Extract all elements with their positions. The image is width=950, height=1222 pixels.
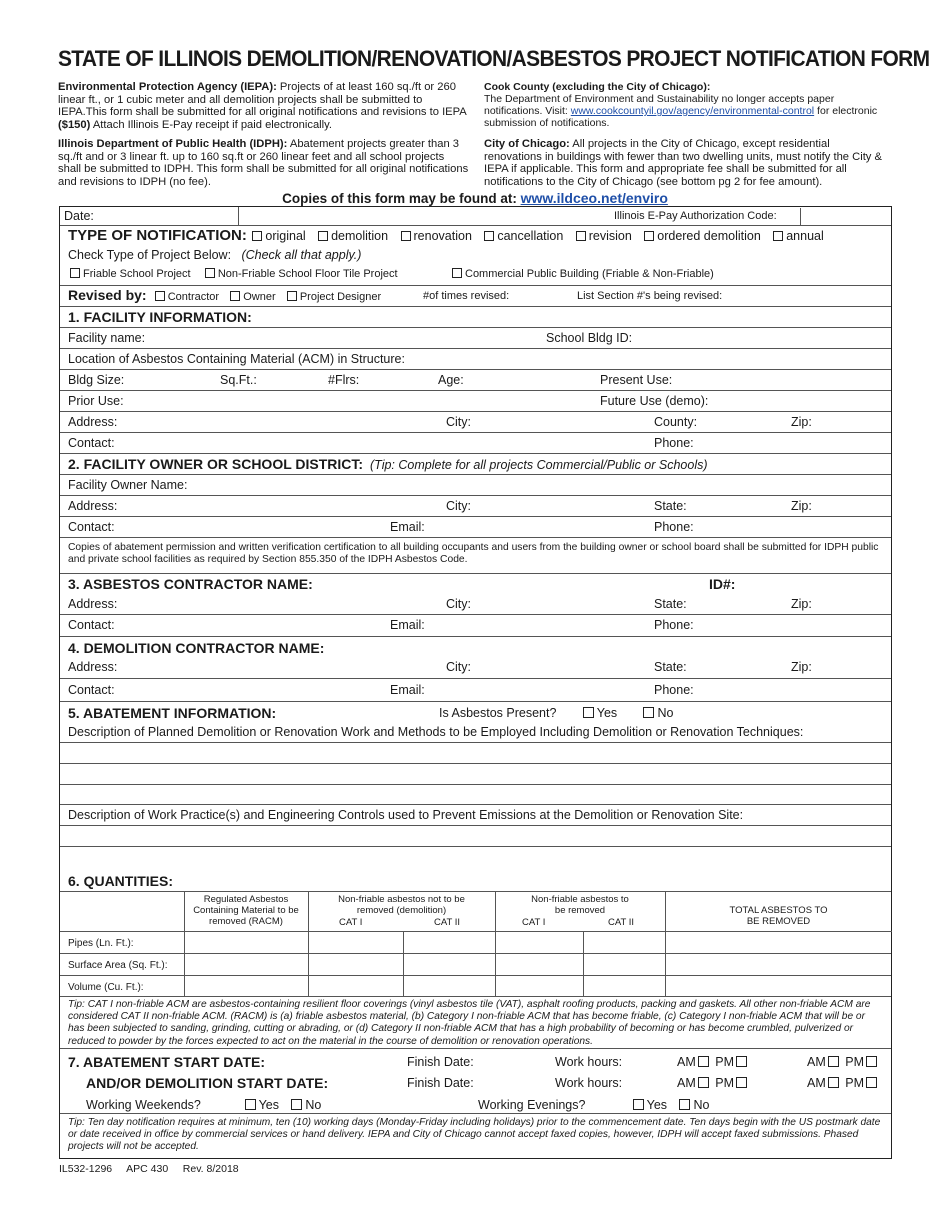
- demo-end-am-checkbox[interactable]: [828, 1077, 839, 1088]
- cook-county-paragraph: Cook County (excluding the City of Chicago): The Department of Environment and Sustainability no longer accepts paper notifications. Visit: www.cookcountyil.gov/agency/environmental-control for electronic submission of notifications.: [484, 81, 878, 129]
- section3-header: [60, 574, 891, 594]
- ordered-demolition-checkbox[interactable]: [644, 231, 654, 241]
- section5-heading: 5. ABATEMENT INFORMATION:: [68, 705, 277, 721]
- demo-start-pm-checkbox[interactable]: [736, 1077, 747, 1088]
- demo-zip-label: Zip:: [791, 660, 812, 674]
- demo-contact-label: Contact:: [68, 683, 115, 697]
- owner-email-label: Email:: [390, 520, 425, 534]
- demo-address-row[interactable]: [60, 658, 891, 679]
- copies-note: Copies of abatement permission and written verification certification to all building occupants and users from the building owner or school board shall be submitted for IDPH public and private school facilities as required by Section 855.350 of the IDPH Asbestos Code.: [68, 542, 879, 566]
- future-use-label: Future Use (demo):: [600, 394, 709, 408]
- abatement-start-pm-checkbox[interactable]: [736, 1056, 747, 1067]
- designer-checkbox[interactable]: [287, 291, 297, 301]
- demolition-start-heading: AND/OR DEMOLITION START DATE:: [86, 1075, 329, 1091]
- quantity-row-volume: Volume (Cu. Ft.):: [68, 982, 144, 993]
- owner-phone-label: Phone:: [654, 520, 694, 534]
- notification-tip: Tip: Ten day notification requires at minimum, ten (10) working days (Monday-Friday including holidays) prior to the commencement date. Ten days begin with the US postmark date or date received in office by commercial services or hand delivery. IEPA and City of Chicago cannot accept faxed copies, however, IDPH will accept faxed submissions. Phased projects will not be accepted.: [68, 1117, 881, 1153]
- demo-finish-label: Finish Date:: [407, 1076, 474, 1090]
- revised-heading: Revised by:: [68, 287, 147, 303]
- non-friable-floor-checkbox[interactable]: [205, 268, 215, 278]
- quantity-row-surface: Surface Area (Sq. Ft.):: [60, 954, 891, 976]
- project-type-row: Check Type of Project Below: (Check all that apply.) Friable School Project Non-Friable School Floor Tile Project Commercial Public Building (Friable & Non-Friable): [60, 246, 891, 286]
- owner-address-row[interactable]: [60, 496, 891, 517]
- notification-form: [59, 206, 892, 1159]
- revision-checkbox[interactable]: [576, 231, 586, 241]
- evenings-label: Working Evenings?: [478, 1098, 586, 1112]
- abatement-end-am-checkbox[interactable]: [828, 1056, 839, 1067]
- demo-city-label: City:: [446, 660, 471, 674]
- type-row: TYPE OF NOTIFICATION: original demolition renovation cancellation revision ordered demolition annual: [68, 227, 824, 244]
- desc1-label: Description of Planned Demolition or Renovation Work and Methods to be Employed Including Demolition or Renovation Techniques:: [68, 725, 804, 739]
- renovation-checkbox[interactable]: [401, 231, 411, 241]
- desc1-line-3[interactable]: [60, 785, 891, 805]
- chicago-heading: City of Chicago:: [484, 138, 570, 150]
- date-label: Date:: [64, 209, 94, 223]
- demo-state-label: State:: [654, 660, 687, 674]
- epay-field[interactable]: [800, 208, 891, 225]
- weekends-yes-checkbox[interactable]: [245, 1099, 256, 1110]
- sqft-label: Sq.Ft.:: [220, 373, 257, 387]
- bldg-size-row[interactable]: [60, 370, 891, 391]
- quantities-table: [60, 892, 891, 997]
- cook-county-link[interactable]: www.cookcountyil.gov/agency/environmental-control: [570, 105, 815, 117]
- demo-email-label: Email:: [390, 683, 425, 697]
- floors-label: #Flrs:: [328, 373, 360, 387]
- page-title: STATE OF ILLINOIS DEMOLITION/RENOVATION/ASBESTOS PROJECT NOTIFICATION FORM: [58, 46, 930, 71]
- cook-heading: Cook County (excluding the City of Chicago):: [484, 81, 711, 93]
- section2-header: 2. FACILITY OWNER OR SCHOOL DISTRICT: (Tip: Complete for all projects Commercial/Public or Schools): [60, 454, 891, 475]
- demo-address-label: Address:: [68, 660, 118, 674]
- idph-heading: Illinois Department of Public Health (IDPH):: [58, 138, 288, 150]
- form-footer: [59, 1163, 239, 1175]
- iepa-paragraph: Environmental Protection Agency (IEPA): Projects of at least 160 sq./ft or 260 linear ft., or 1 cubic meter and all demolition projects shall be submitted to IEPA.This form shall be submitted for all original notifications and revisions to IEPA ($150) Attach Illinois E-Pay receipt if paid electronically.: [58, 81, 467, 131]
- racm-column-header: Regulated Asbestos Containing Material to be removed (RACM): [193, 894, 299, 927]
- revision-date: Rev. 8/2018: [182, 1163, 239, 1175]
- owner-zip-label: Zip:: [791, 499, 812, 513]
- present-use-label: Present Use:: [600, 373, 673, 387]
- owner-checkbox[interactable]: [230, 291, 240, 301]
- asbestos-yes-checkbox[interactable]: [583, 707, 594, 718]
- copies-note-row: [60, 538, 891, 574]
- idph-paragraph: Illinois Department of Public Health (IDPH): Abatement projects greater than 3 sq./ft and or 3 linear ft. up to 160 sq.ft or 260 linear feet and all school projects shall be submitted to IDPH. This form shall be submitted for all original notifications and revisions to IDPH (no fee).: [58, 138, 469, 188]
- nf-not-removed-header: Non-friable asbestos not to be removed (demolition): [338, 894, 465, 916]
- total-asbestos-header: TOTAL ASBESTOS TO BE REMOVED: [729, 905, 828, 927]
- copies-line: Copies of this form may be found at: www.ildceo.net/enviro: [282, 190, 668, 206]
- quantity-row-pipes: Pipes (Ln. Ft.):: [60, 932, 891, 954]
- abatement-finish-label: Finish Date:: [407, 1055, 474, 1069]
- nf-removed-header: Non-friable asbestos to be removed: [531, 894, 629, 916]
- contractor-address-row[interactable]: [60, 594, 891, 615]
- school-id-label: School Bldg ID:: [546, 331, 633, 345]
- owner-contact-row[interactable]: [60, 517, 891, 538]
- abatement-start-row[interactable]: 7. ABATEMENT START DATE: Finish Date: Work hours: AM PM AM PM: [60, 1049, 891, 1069]
- facility-contact-label: Contact:: [68, 436, 115, 450]
- contractor-address-label: Address:: [68, 597, 118, 611]
- epay-label: Illinois E-Pay Authorization Code:: [614, 210, 777, 222]
- times-revised-label: #of times revised:: [423, 290, 510, 302]
- revised-row: Revised by: Contractor Owner Project Designer #of times revised: List Section #'s being revised:: [60, 286, 891, 307]
- working-days-row: Working Weekends? Yes No Working Evenings? Yes No: [60, 1090, 891, 1114]
- section4-header: [60, 637, 891, 658]
- desc1-line-2[interactable]: [60, 764, 891, 785]
- owner-name-label: Facility Owner Name:: [68, 478, 188, 492]
- nf-rem-cat1-header: CAT I: [522, 917, 546, 928]
- prior-use-row[interactable]: [60, 391, 891, 412]
- desc2-line-1[interactable]: [60, 826, 891, 847]
- facility-address-row[interactable]: [60, 412, 891, 433]
- section7-heading: 7. ABATEMENT START DATE:: [68, 1054, 266, 1070]
- prior-use-label: Prior Use:: [68, 394, 124, 408]
- chicago-paragraph: City of Chicago: All projects in the City of Chicago, except residential renovations in buildings with fewer than two dwelling units, must notify the City & IEPA if applicable. This form and appropriate fee shall be submitted for all notifications to the City of Chicago (see bottom pg 2 for fee amount).: [484, 138, 882, 188]
- weekends-no-checkbox[interactable]: [291, 1099, 302, 1110]
- apc-number: APC 430: [126, 1163, 169, 1175]
- section3-heading: 3. ASBESTOS CONTRACTOR NAME:: [68, 576, 313, 592]
- owner-city-label: City:: [446, 499, 471, 513]
- bldg-size-label: Bldg Size:: [68, 373, 125, 387]
- cat-tip-row: [60, 997, 891, 1049]
- quantity-cells[interactable]: [184, 932, 892, 997]
- section6-heading: 6. QUANTITIES:: [68, 873, 174, 889]
- desc2-label: Description of Work Practice(s) and Engineering Controls used to Prevent Emissions at the Demolition or Renovation Site:: [68, 808, 744, 822]
- abatement-hours-label: Work hours:: [555, 1055, 623, 1069]
- demo-start-am-checkbox[interactable]: [698, 1077, 709, 1088]
- evenings-no-checkbox[interactable]: [679, 1099, 690, 1110]
- date-row: [60, 207, 891, 226]
- owner-address-label: Address:: [68, 499, 118, 513]
- demo-end-pm-checkbox[interactable]: [866, 1077, 877, 1088]
- abatement-end-pm-checkbox[interactable]: [866, 1056, 877, 1067]
- asbestos-present-label: Is Asbestos Present?: [439, 706, 557, 720]
- contractor-id-label: ID#:: [709, 576, 736, 592]
- contractor-checkbox[interactable]: [155, 291, 165, 301]
- annual-checkbox[interactable]: [773, 231, 783, 241]
- friable-school-checkbox[interactable]: [70, 268, 80, 278]
- cancellation-checkbox[interactable]: [484, 231, 494, 241]
- contractor-contact-row[interactable]: [60, 615, 891, 637]
- section4-heading: 4. DEMOLITION CONTRACTOR NAME:: [68, 640, 325, 656]
- notification-tip-row: [60, 1114, 891, 1158]
- nf-not-cat2-header: CAT II: [434, 917, 461, 928]
- check-type-label: Check Type of Project Below:: [68, 248, 232, 262]
- demolition-checkbox[interactable]: [318, 231, 328, 241]
- desc1-line-1[interactable]: [60, 743, 891, 764]
- desc2-line-2[interactable]: [60, 847, 891, 868]
- form-number: IL532-1296: [59, 1163, 113, 1175]
- facility-contact-row[interactable]: [60, 433, 891, 454]
- desc2-label-row: [60, 805, 891, 826]
- contractor-zip-label: Zip:: [791, 597, 812, 611]
- ildceo-link[interactable]: www.ildceo.net/enviro: [520, 190, 668, 206]
- facility-phone-label: Phone:: [654, 436, 694, 450]
- acm-location-row[interactable]: [60, 349, 891, 370]
- contractor-contact-label: Contact:: [68, 618, 115, 632]
- owner-state-label: State:: [654, 499, 687, 513]
- facility-county-label: County:: [654, 415, 698, 429]
- demo-phone-label: Phone:: [654, 683, 694, 697]
- original-checkbox[interactable]: [252, 231, 262, 241]
- contractor-state-label: State:: [654, 597, 687, 611]
- date-field[interactable]: [60, 207, 239, 225]
- contractor-phone-label: Phone:: [654, 618, 694, 632]
- age-label: Age:: [438, 373, 464, 387]
- facility-name-label: Facility name:: [68, 331, 146, 345]
- owner-contact-label: Contact:: [68, 520, 115, 534]
- section1-heading: 1. FACILITY INFORMATION:: [68, 309, 252, 325]
- nf-not-cat1-header: CAT I: [339, 917, 363, 928]
- asbestos-no-checkbox[interactable]: [643, 707, 654, 718]
- abatement-start-am-checkbox[interactable]: [698, 1056, 709, 1067]
- facility-name-row[interactable]: [60, 328, 891, 349]
- iepa-heading: Environmental Protection Agency (IEPA):: [58, 81, 277, 93]
- demo-hours-label: Work hours:: [555, 1076, 623, 1090]
- acm-location-label: Location of Asbestos Containing Material (ACM) in Structure:: [68, 352, 405, 366]
- contractor-city-label: City:: [446, 597, 471, 611]
- sections-revised-label: List Section #'s being revised:: [577, 290, 723, 302]
- evenings-yes-checkbox[interactable]: [633, 1099, 644, 1110]
- nf-rem-cat2-header: CAT II: [608, 917, 635, 928]
- owner-name-row[interactable]: [60, 475, 891, 496]
- commercial-public-checkbox[interactable]: [452, 268, 462, 278]
- facility-address-label: Address:: [68, 415, 118, 429]
- section6-header: [60, 868, 891, 892]
- demo-contact-row[interactable]: [60, 679, 891, 702]
- cat-tip: Tip: CAT I non-friable ACM are asbestos-containing resilient floor coverings (vinyl asbestos tile (VAT), asphalt roofing products, packing and gaskets. All other non-friable ACM are considered CAT II non-friable ACM. (RACM) is (a) friable asbestos material, (b) Category I non-friable ACM that has become friable, (c) Category I non-friable ACM that will be or has been subjected to sanding, grinding, cutting or abrading, or (d) Category II non-friable ACM that has a high probability of becoming or has become crumbled, pulverized or reduced to powder by the forces expected to act on the material in the course of demolition or renovation operations.: [68, 999, 871, 1047]
- desc1-label-row: [60, 722, 891, 743]
- demolition-start-row[interactable]: AND/OR DEMOLITION START DATE: Finish Date: Work hours: AM PM AM PM: [60, 1069, 891, 1090]
- section2-heading: 2. FACILITY OWNER OR SCHOOL DISTRICT:: [68, 456, 364, 472]
- type-heading: TYPE OF NOTIFICATION:: [68, 227, 247, 244]
- section1-header: [60, 307, 891, 328]
- facility-city-label: City:: [446, 415, 471, 429]
- facility-zip-label: Zip:: [791, 415, 812, 429]
- weekends-label: Working Weekends?: [86, 1098, 201, 1112]
- contractor-email-label: Email:: [390, 618, 425, 632]
- section5-header: 5. ABATEMENT INFORMATION: Is Asbestos Present? Yes No: [68, 705, 674, 721]
